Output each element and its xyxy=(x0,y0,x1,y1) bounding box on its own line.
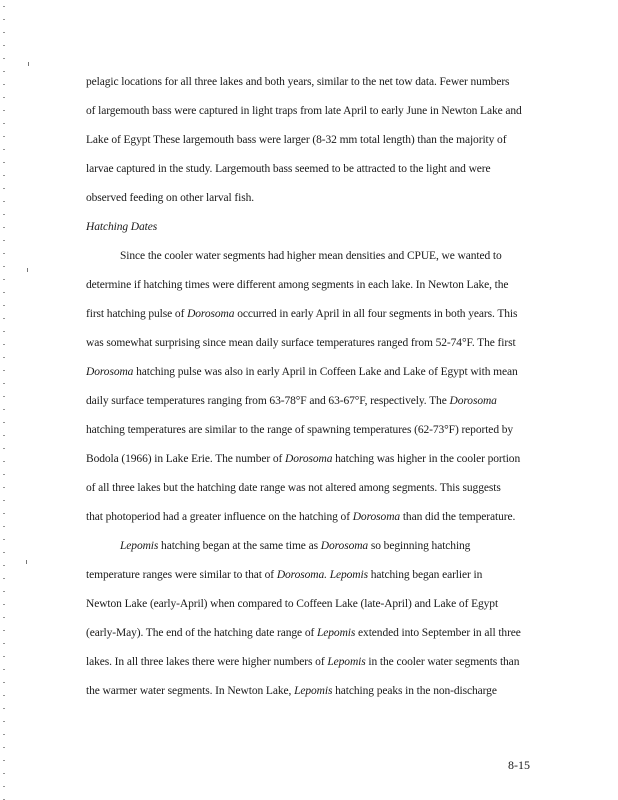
italic-text: Dorosoma xyxy=(187,308,235,320)
text-run: Since the cooler water segments had higher mean densities and CPUE, we wanted to xyxy=(120,250,502,262)
text-run: observed feeding on other larval fish. xyxy=(86,192,255,204)
text-run: first hatching pulse of xyxy=(86,308,188,320)
italic-text: Dorosoma xyxy=(320,540,369,552)
text-line xyxy=(86,445,556,474)
margin-mark xyxy=(26,560,27,564)
text-run: hatching was higher in the cooler portion xyxy=(332,453,521,465)
text-run: hatching began at the same time as xyxy=(158,540,321,552)
text-run: Newton Lake (early-April) when compared to Coffeen Lake (late-April) and Lake of Egypt xyxy=(86,598,499,610)
margin-mark xyxy=(27,268,28,272)
text-run: hatching temperatures are similar to the range of spawning temperatures (62-73°F) reported by xyxy=(86,424,514,436)
text-line xyxy=(86,677,556,706)
text-run: extended into September in all three xyxy=(355,627,521,639)
text-line xyxy=(86,126,556,155)
text-run: than did the temperature. xyxy=(400,511,516,523)
italic-text: Lepomis xyxy=(120,540,159,552)
text-run: occurred in early April in all four segments in both years. This xyxy=(234,308,518,320)
document-page xyxy=(86,68,556,706)
text-line xyxy=(86,648,556,677)
margin-mark xyxy=(28,62,29,66)
section-heading: Hatching Dates xyxy=(86,221,158,233)
scan-edge-artifact xyxy=(0,0,10,800)
text-line xyxy=(86,97,556,126)
text-run: pelagic locations for all three lakes and both years, similar to the net tow data. Fewer numbers xyxy=(86,76,510,88)
text-line xyxy=(86,184,556,213)
text-line xyxy=(86,561,556,590)
text-run: of all three lakes but the hatching date range was not altered among segments. This suggests xyxy=(86,482,501,494)
text-run: hatching began earlier in xyxy=(367,569,483,581)
paragraph-1 xyxy=(86,68,556,213)
italic-text: Lepomis xyxy=(327,656,366,668)
text-run: the warmer water segments. In Newton Lake, xyxy=(86,685,295,697)
page-number: 8-15 xyxy=(508,758,530,772)
text-run: hatching peaks in the non-discharge xyxy=(332,685,497,697)
text-run: daily surface temperatures ranging from 63-78°F and 63-67°F, respectively. The xyxy=(86,395,450,407)
text-line xyxy=(86,474,556,503)
text-line xyxy=(86,68,556,97)
text-run: Lake of Egypt These largemouth bass were larger (8-32 mm total length) than the majority of xyxy=(86,134,507,146)
text-run: that photoperiod had a greater influence on the hatching of xyxy=(86,511,353,523)
italic-text: Dorosoma xyxy=(352,511,401,523)
text-run: in the cooler water segments than xyxy=(365,656,520,668)
italic-text: Dorosoma. Lepomis xyxy=(276,569,368,581)
text-line xyxy=(86,155,556,184)
text-run: hatching pulse was also in early April in Coffeen Lake and Lake of Egypt with mean xyxy=(133,366,518,378)
text-line xyxy=(86,532,556,561)
italic-text: Lepomis xyxy=(294,685,333,697)
text-line xyxy=(86,416,556,445)
text-run: determine if hatching times were different among segments in each lake. In Newton Lake, the xyxy=(86,279,509,291)
text-line xyxy=(86,590,556,619)
text-line xyxy=(86,387,556,416)
text-run: lakes. In all three lakes there were higher numbers of xyxy=(86,656,328,668)
text-run: (early-May). The end of the hatching date range of xyxy=(86,627,317,639)
italic-text: Lepomis xyxy=(316,627,356,639)
text-run: temperature ranges were similar to that of xyxy=(86,569,277,581)
text-run: Bodola (1966) in Lake Erie. The number of xyxy=(86,453,286,465)
paragraph-3 xyxy=(86,532,556,706)
text-run: of largemouth bass were captured in light traps from late April to early June in Newton Lake and xyxy=(86,105,522,117)
text-run: larvae captured in the study. Largemouth bass seemed to be attracted to the light and were xyxy=(86,163,491,175)
text-run: was somewhat surprising since mean daily surface temperatures ranged from 52-74°F. The first xyxy=(86,337,516,349)
text-line xyxy=(86,271,556,300)
text-line xyxy=(86,329,556,358)
italic-text: Dorosoma xyxy=(86,366,134,378)
text-run: so beginning hatching xyxy=(368,540,471,552)
text-line xyxy=(86,242,556,271)
text-line xyxy=(86,619,556,648)
text-line xyxy=(86,300,556,329)
text-line xyxy=(86,358,556,387)
italic-text: Dorosoma xyxy=(449,395,497,407)
paragraph-2 xyxy=(86,242,556,532)
italic-text: Dorosoma xyxy=(285,453,333,465)
text-line xyxy=(86,503,556,532)
